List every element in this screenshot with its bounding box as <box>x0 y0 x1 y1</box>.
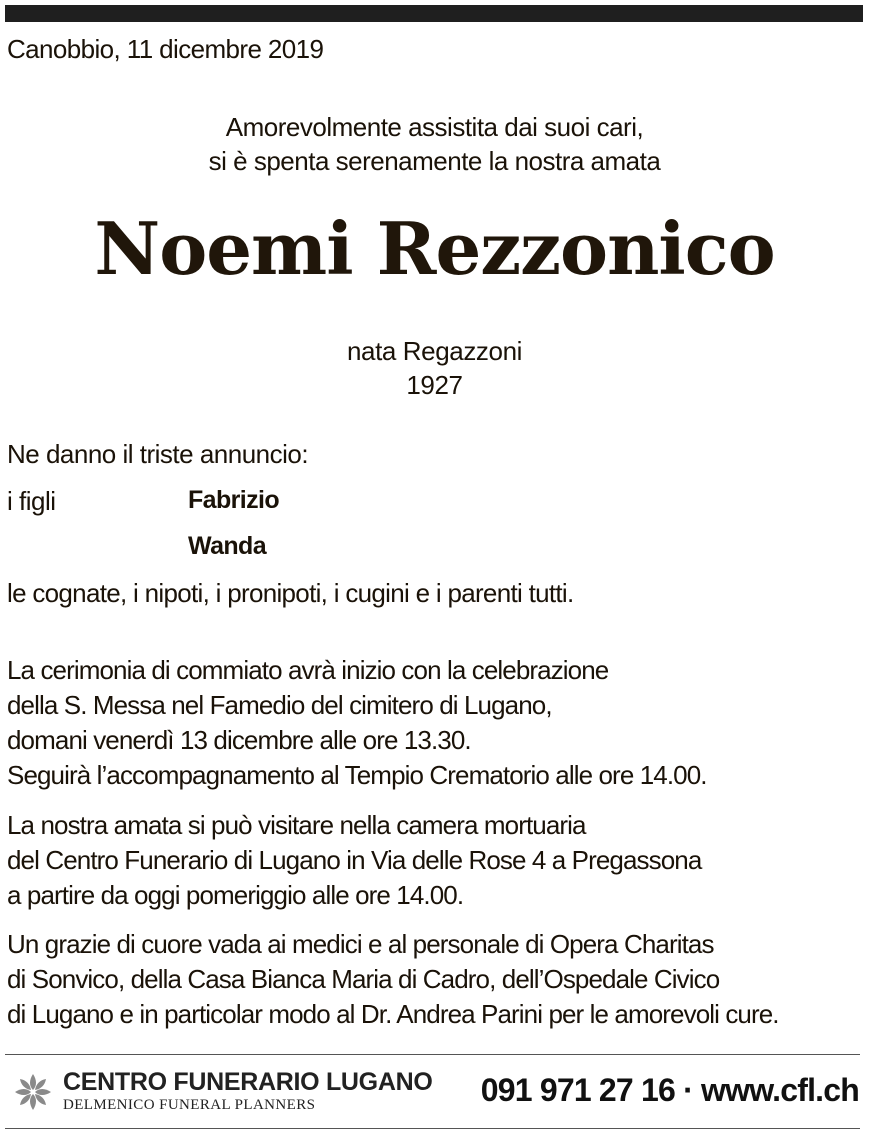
text-line: Un grazie di cuore vada ai medici e al personale di Opera Charitas <box>7 929 714 959</box>
relatives-line: le cognate, i nipoti, i pronipoti, i cugini e i parenti tutti. <box>7 578 574 608</box>
footer-top-rule <box>5 1054 860 1055</box>
text-line: a partire da oggi pomeriggio alle ore 14.00. <box>7 880 464 910</box>
birth-year: 1927 <box>406 370 463 400</box>
text-line: di Sonvico, della Casa Bianca Maria di Cadro, dell’Ospedale Civico <box>7 964 720 994</box>
child-name: Wanda <box>188 532 267 560</box>
text-line: della S. Messa nel Famedio del cimitero di Lugano, <box>7 690 552 720</box>
text-line: La cerimonia di commiato avrà inizio con la celebrazione <box>7 655 609 685</box>
top-border-bar <box>5 5 863 22</box>
cross-flower-logo-icon <box>13 1072 53 1112</box>
child-name: Fabrizio <box>188 486 280 514</box>
announcement-heading: Ne danno il triste annuncio: <box>7 439 309 469</box>
intro-line: si è spenta serenamente la nostra amata <box>208 146 661 176</box>
brand-subtitle: DELMENICO FUNERAL PLANNERS <box>63 1097 316 1113</box>
contact-info: 091 971 27 16 · www.cfl.ch <box>480 1072 859 1108</box>
children-label: i figli <box>7 486 56 516</box>
thanks-paragraph <box>7 927 779 1032</box>
footer-bottom-rule <box>5 1128 860 1129</box>
maiden-name: nata Regazzoni <box>346 336 523 366</box>
ceremony-paragraph <box>7 653 707 793</box>
text-line: La nostra amata si può visitare nella camera mortuaria <box>7 810 586 840</box>
birth-info <box>0 334 869 402</box>
place-date: Canobbio, 11 dicembre 2019 <box>7 34 324 64</box>
text-line: del Centro Funerario di Lugano in Via delle Rose 4 a Pregassona <box>7 845 702 875</box>
visiting-paragraph <box>7 808 701 913</box>
text-line: di Lugano e in particolar modo al Dr. Andrea Parini per le amorevoli cure. <box>7 999 779 1029</box>
intro-line: Amorevolmente assistita dai suoi cari, <box>225 112 644 142</box>
brand-name: CENTRO FUNERARIO LUGANO <box>63 1068 433 1096</box>
intro-text <box>0 110 869 178</box>
deceased-name: Noemi Rezzonico <box>94 206 775 291</box>
footer <box>5 1066 860 1118</box>
text-line: Seguirà l’accompagnamento al Tempio Crematorio alle ore 14.00. <box>7 760 707 790</box>
text-line: domani venerdì 13 dicembre alle ore 13.30. <box>7 725 471 755</box>
